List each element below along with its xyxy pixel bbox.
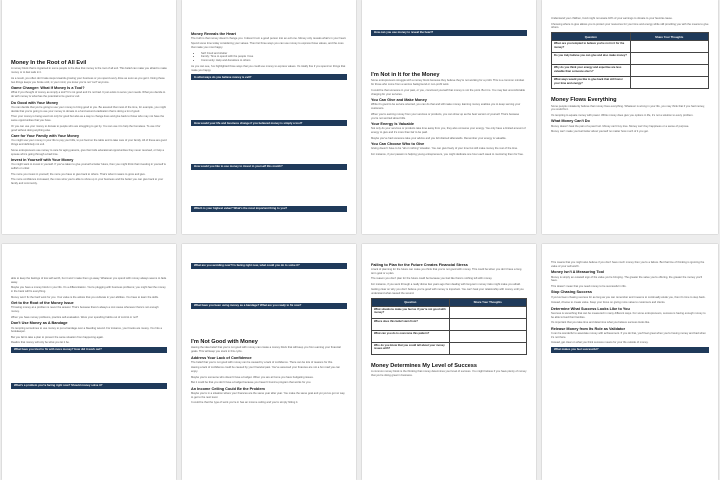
table-cell-question: When are you tempted to believe you're not in it for the money? (552, 41, 631, 53)
paragraph: Maybe you're someone who doesn't have a budget. When you are at home you have budgeting issues. (191, 375, 314, 379)
paragraph: If you've been chasing success for as long as you can remember and it seems to continually elude you, then it's time to step back. (551, 295, 706, 299)
section-heading: Stop Chasing Success (551, 290, 592, 295)
table-header: Question (552, 33, 631, 41)
paragraph: Success is something that can be measured in many different ways. For some entrepreneurs, success is having enough money to be able to feed their families. (551, 311, 706, 319)
paragraph: Spend some time today considering your values. Then list three ways you can use money to express those values, and the ones that make you most happy. (191, 42, 344, 50)
question-bar: What's a problem you're facing right now? Should money solve it? (11, 383, 167, 389)
paragraph: But you fail to take a plan to prevent the same situation from happening again. (11, 335, 104, 339)
table-cell-question: Who do you know that you could tell about your money issues with? (372, 342, 450, 354)
table-cell-question: What ways would you like to give back that still honor your time and energy? (552, 77, 631, 89)
paragraph: A common money block is the thinking that money determines your level of success. You might believe if you have plenty of money that you're doing great in business. (371, 370, 527, 377)
question-bar: How would your life and business change if you believed money is simply a tool? (191, 120, 347, 126)
paragraph: For instance, if your passion is helping young entrepreneurs, you might dedicate one hour each week to mentoring them for free. (371, 152, 524, 156)
paragraph: The reason you don't plan for the future could be because you feel like there's nothing left with money. (371, 277, 493, 281)
section-heading: Do Good with Your Money (11, 100, 59, 105)
document-page-1 (2, 0, 176, 234)
paragraph: The truth is that money doesn't change you. It doesn't turn a good person into an evil one. Money only reveals what's in your heart. (191, 36, 347, 40)
table-row (552, 41, 709, 53)
table-cell-answer[interactable] (449, 330, 527, 342)
page-title: I'm Not in It for the Money (371, 71, 440, 78)
paragraph: Having a lack of confidence could be caused by your financial past. You've assumed your finances are not a fun road you can enjoy. (191, 366, 341, 374)
page-title: Money In the Root of All Evil (11, 60, 87, 66)
document-page-7 (362, 244, 536, 480)
section-heading: Get to the Root of the Money Issue (11, 301, 74, 306)
question-bar: What makes you feel successful? (551, 347, 709, 353)
paragraph: Not only do your services or products take time away from you, they also consume your energy. You only have a limited amount of energy to give and it's more than fair to be paid. (371, 127, 526, 135)
question-bar: How can you use money to reveal the heart? (371, 30, 527, 36)
section-heading: Money Reveals the Heart (191, 31, 236, 36)
document-page-8 (542, 244, 718, 480)
table-cell-answer[interactable] (630, 53, 709, 65)
paragraph: Money can't make you feel better about yourself no matter how much of it you get. (551, 130, 649, 134)
paragraph: Realize that money will only be what you let it be. (11, 341, 70, 345)
list-item: • Self: Food and shelter (201, 52, 347, 56)
table-cell-question: Do you truly believe you can give and also make money? (552, 53, 631, 65)
paragraph: Having the idea belief that you're not good with money can create a money block that will keep you from earning your financial goals. This will keep you stuck in this cycle. (191, 346, 341, 354)
paragraph: Instead, get clear on what you think success means for your life outside of money. (551, 341, 649, 345)
paragraph: Giving doesn't have to be "all or nothing" situation. You can give freely of your time but still make money the rest of the time. (371, 147, 518, 151)
question-bar: What are you avoiding now?/ Is facing right now, what could you do to solve it? (191, 263, 347, 269)
paragraph: You might use your money in your life to pay your bills, to put food on the table and to take care of your family. All of these are good things and definitely not evil. (11, 139, 167, 147)
table-cell-answer[interactable] (449, 318, 527, 330)
section-heading: An Income Ceiling Could Be the Problem (191, 386, 265, 391)
paragraph: Maybe you're in a situation where your finances are the same year after year. You make the same goal and yet you've got no way to get to the next level. (191, 391, 345, 399)
paragraph: The more you invest in yourself, the more you have to give back to others. That's what it means to grow and give. (11, 172, 146, 176)
table-header: Share Your Thoughts (630, 33, 709, 41)
paragraph: It could be that the type of work you're in has an income ceiling and you're simply hitting it. (191, 401, 299, 405)
question-bar: Which is your highest value? What's the most important thing to you? (191, 206, 347, 212)
page-title: Money Flows Everything (551, 97, 617, 104)
paragraph: Then your money is being used not only for good but also as a way to change lives and give back to those who may not have the same opportunities that you have. (11, 115, 165, 123)
list-item: • Community: Help and donations to others (201, 59, 347, 63)
paragraph: Understand your children, food might not waste 10% of your earnings to donate to your favorite cause. (551, 17, 673, 20)
reflection-table (551, 32, 709, 89)
question-bar: What have you tried to fix with more money? How did it work out? (11, 347, 167, 353)
table-row (552, 77, 709, 89)
document-page-2 (182, 0, 356, 234)
question-bar: What have you been using money as a bandage? What are you ready to fix now? (191, 303, 347, 309)
table-cell-question: Where does this belief stem from? (372, 318, 450, 330)
paragraph: Money doesn't heal the pain of a past hurt. Money can't buy love. Money can't buy happiness or a sense of purpose. (551, 124, 690, 128)
table-cell-question: Why do you think your energy and expertise are less valuable than someone else's? (552, 65, 631, 77)
list-item: • Family: Time to spend with the people I love (201, 55, 347, 59)
paragraph: Some entrepreneurs use money to care for aging parents, give their kids educational opportunities they never received, or help a spouse who's going through a bad time. (11, 148, 164, 156)
paragraph: Choosing where to give allows you to protect your resources for your time and energy while still providing you with the means to give others. (551, 22, 709, 30)
section-heading: Care for Your Family with Your Money (11, 134, 80, 139)
table-cell-question: What can you do to overcome this pattern? (372, 330, 450, 342)
paragraph: You can decide that you're going to use your money to bring good to you. Be assured that most of the time, for example, you might decide that you're going to use your money to donate to a fund around eradication that is doing a lot of good. (11, 105, 167, 113)
table-header: Share Your Thoughts (449, 298, 527, 306)
table-cell-answer[interactable] (449, 306, 527, 318)
paragraph: It could be that someone in your past, or you, convinced yourself that money is not the point. But it is. You may feel uncomfortable charging for your services. (371, 88, 526, 96)
section-heading: Money Isn't A Measuring Tool (551, 270, 605, 275)
section-heading: Release Money from Its Role as Validator (551, 326, 626, 331)
section-heading: What Money Can't Do (551, 119, 590, 124)
table-row (372, 318, 527, 330)
section-heading: Game Changer: What If Money Is a Tool? (11, 86, 85, 91)
paragraph: It's important that you take time and determine what you believe success looks like. (551, 321, 650, 325)
paragraph: Money won't fix the hard work for you. Your value is the advice that you cultivate in your abilities. You have to learn the skills. (11, 295, 159, 299)
reflection-table (371, 298, 527, 355)
paragraph: While it's good to be service oriented, you can do that and still make money. Earning money enables you to keep serving your customers. (371, 103, 521, 111)
document-page-5 (2, 244, 176, 480)
bullet-list (191, 52, 347, 64)
document-page-6 (182, 244, 356, 480)
table-row (372, 306, 527, 318)
paragraph: It can be wonderful to associate money with achievement. If you do that, you'll feel great when you're having money and bad when it's not there. (551, 331, 706, 339)
paragraph: This means that you might also believe if you don't have much money then you're a failure. But that line of thinking is ignoring the value of your self-worth. (551, 261, 705, 268)
paragraph: This doesn't mean that you need money to be successful in life. (551, 284, 627, 288)
paragraph: A lack of planning for the future can make you think that you're not good with money. This could be when you don't have a long term goal or a plan. (371, 267, 522, 275)
section-heading: Determine What Success Looks Like to You (551, 306, 630, 311)
paragraph: As a result, you often don't take steps towards growing your business or you spend every dime as soon as you get it. Doing these two things keeps you broke until, in your mind, you know you're not "evil" anymore. (11, 76, 165, 84)
table-cell-answer[interactable] (630, 77, 709, 89)
paragraph: Or you can use your money to donate to people who are struggling to get by. You can use it to help the homeless. To use it for good without doing anything else. (11, 124, 161, 132)
paragraph: Some entrepreneurs struggle with a money block because they believe they're not working for a profit. This is a common mindset for those who come from a service background or non-profit work. (371, 79, 525, 87)
paragraph: When you're earning money from your services or products, you can show up as the best version of yourself. That's because you're not worried about bills. (371, 112, 520, 120)
paragraph: Throwing money at a problem is never the answer. That's because there's always a root cause whenever there's not enough money. (11, 306, 159, 314)
question-bar: How would you like to use money to invest in yourself this month? (191, 164, 347, 170)
answer-space[interactable] (11, 353, 167, 383)
answer-space[interactable] (191, 269, 347, 303)
paragraph: Getting clear on why you don't believe you're good with money is important. You can't heal your relationship with money until you understand what caused the wound. (371, 288, 524, 295)
paragraph: It's tempting sometimes to use money to put a bandage over a bleeding wound. For instance, your books are messy. You hire a bookkeeper. (11, 326, 163, 334)
paragraph: When you have money problems, practice self-evaluation. Were your spending habits out of control or not? (11, 315, 139, 319)
section-heading: Failing to Plan for the Future Creates Financial Stress (371, 262, 468, 267)
answer-space[interactable] (191, 309, 347, 339)
paragraph: The more confidence increased, the more wins you're able to show up in your business and the better you can give back to your family and community. (11, 178, 164, 186)
paragraph: You might want to invest in yourself. If you've taken to give yourself a better future, then you might think that investing in yourself is selfish or unfair. (11, 163, 166, 171)
table-cell-question: What situations make you feel as if you're not good with money? (372, 306, 450, 318)
section-heading: Don't Use Money as A Bandage (11, 321, 68, 326)
section-heading: You Can Choose Who to Give (371, 142, 425, 147)
paragraph: Maybe you've had someone take your advice and you felt drained afterwards. Remember your energy is valuable. (371, 136, 507, 140)
section-heading: You Can Give and Make Money (371, 98, 427, 103)
page-title: I'm Not Good with Money (191, 338, 258, 345)
paragraph: A money block that is ingrained in some people is the idea that money is the root of all evil. This belief can make you afraid to make money or to feel safe in it. (11, 67, 167, 75)
paragraph: able to keep the feelings of low self-worth, but it won't make them go away. Whatever you spend with money always seems to fade away. (11, 277, 167, 284)
paragraph: The belief that you're not good with money can be caused by a lack of confidence. There can be lots of reasons for this. (191, 360, 333, 364)
document-page-4 (542, 0, 718, 234)
paragraph: As you can see, I've highlighted three ways that you could use money to express values. It's totally fine if you spend on things that make you happy. (191, 64, 346, 72)
table-row (372, 342, 527, 354)
table-cell-answer[interactable] (630, 65, 709, 77)
paragraph: For instance, if you went through a really divine few years ago then dealing with long-term money risks might make you afraid. (371, 282, 521, 286)
table-header: Question (372, 298, 450, 306)
table-row (552, 53, 709, 65)
table-cell-answer[interactable] (630, 41, 709, 53)
answer-space[interactable] (191, 80, 347, 120)
paragraph: It's tempting to equate money with power. While money does give you options in life, it's not a solution to every problem. (551, 113, 694, 117)
table-cell-answer[interactable] (449, 342, 527, 354)
section-heading: Address Your Lack of Confidence (191, 355, 252, 360)
paragraph: But it could be that you don't have a budget because you haven't found a program that works for you. (191, 381, 312, 385)
paragraph: Instead, choose to create value. Keep your focus on giving more value to customers and clients. (551, 301, 666, 305)
question-bar: In what ways do you believe money is evil? (191, 74, 347, 80)
paragraph: Some people mistakenly believe that money fixes everything. Whatever is wrong in your life, you may think that if you had money, you could fix it. (551, 104, 705, 112)
document-page-3 (362, 0, 536, 234)
table-row (372, 330, 527, 342)
paragraph: Maybe you have a money block in your life. It's a differentiation. You're plugging with business problems; you might feel the money in the bank will fix everything. (11, 286, 166, 294)
answer-space[interactable] (191, 126, 347, 164)
paragraph: Money is simply an outward sign of the value you're bringing. The greater the value you're offering, the greater the money you'll have. (551, 275, 702, 283)
section-heading: Invest in Yourself with Your Money (11, 158, 74, 163)
table-row (552, 65, 709, 77)
paragraph: What if you thought of money as simply a tool? It's not good and it's not bad. It just exists to serve your needs. What you decide to do with money is what has the potential to be good or evil. (11, 91, 166, 99)
section-heading: Your Energy Is Valuable (371, 122, 414, 127)
answer-space[interactable] (371, 36, 527, 72)
answer-space[interactable] (191, 170, 347, 206)
page-title: Money Determines My Level of Success (371, 362, 478, 369)
